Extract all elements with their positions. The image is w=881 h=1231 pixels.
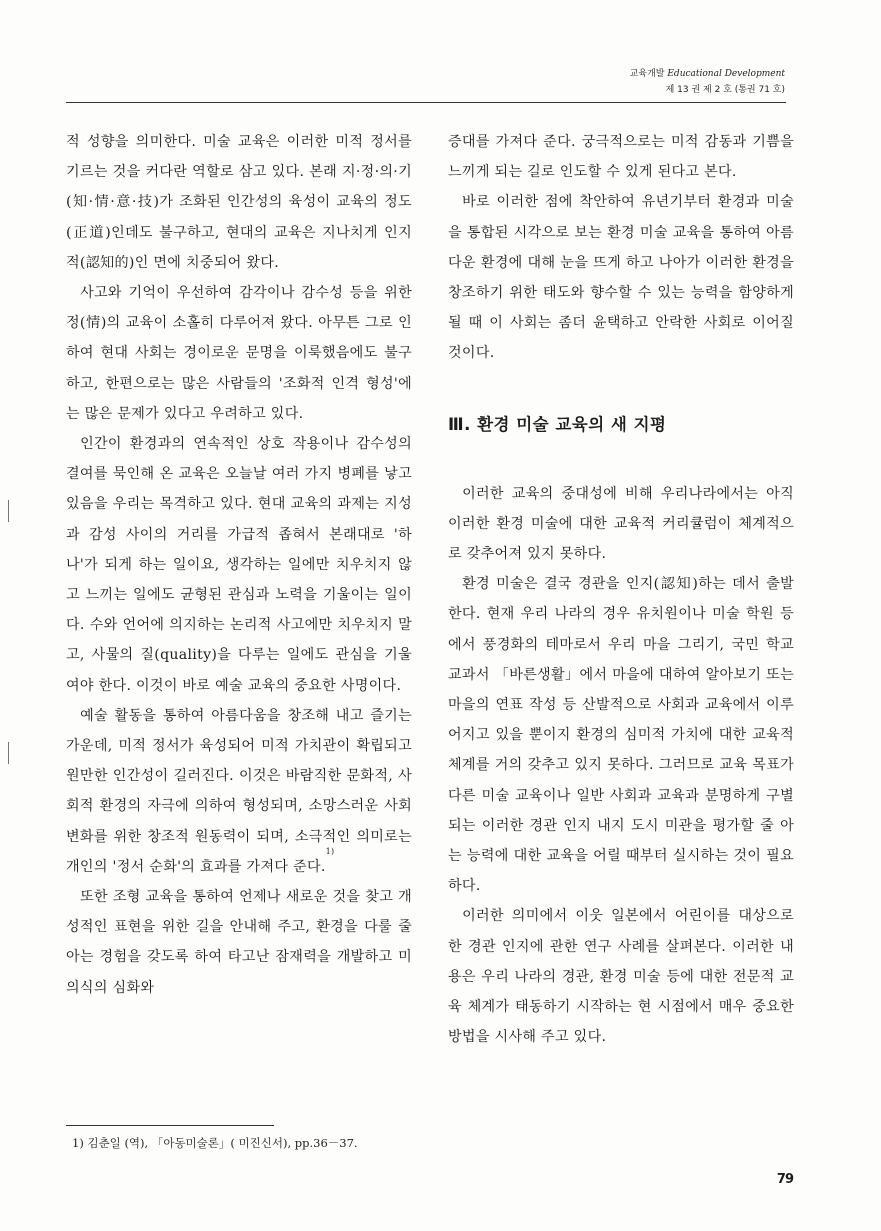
margin-mark (8, 742, 9, 764)
footnote: 1) 김춘일 (역), 「아동미술론」( 미진신서), pp.36－37. (72, 1136, 358, 1150)
margin-mark (8, 500, 9, 522)
issue-info: 제 13 권 제 2 호 (통권 71 호) (665, 85, 785, 95)
paragraph (66, 701, 412, 882)
journal-title-kr: 교육개발 (629, 69, 665, 79)
paragraph: 사고와 기억이 우선하여 감각이나 감수성 등을 위한 정(情)의 교육이 소홀히 다루어져 왔다. 아무튼 그로 인하여 현대 사회는 경이로운 문명을 이룩했음에도 불구하고, 한편으로는 많은 사람들의 '조화적 인격 형성'에는 많은 문제가 있다고 우려하고 있다. (66, 285, 412, 422)
footnote-marker: 1) (325, 846, 335, 856)
paragraph: 또한 조형 교육을 통하여 언제나 새로운 것을 찾고 개성적인 표현을 위한 길을 안내해 주고, 환경을 다룰 줄 아는 경험을 갖도록 하여 타고난 잠재력을 개발하고 미 의식의 심화와 (66, 889, 412, 996)
footnote-rule (66, 1125, 274, 1126)
header-rule (66, 102, 786, 103)
paragraph: 이러한 의미에서 이웃 일본에서 어린이를 대상으로 한 경관 인지에 관한 연구 사례를 살펴본다. 이러한 내용은 우리 나라의 경관, 환경 미술 등에 대한 전문적 교육 체계가 태동하기 시작하는 현 시점에서 매우 중요한 방법을 시사해 주고 있다. (448, 908, 794, 1046)
paragraph: 증대를 가져다 준다. 궁극적으로는 미적 감동과 기쁨을 느끼게 되는 길로 인도할 수 있게 된다고 본다. (448, 134, 794, 181)
paragraph: 바로 이러한 점에 착안하여 유년기부터 환경과 미술을 통합된 시각으로 보는 환경 미술 교육을 통하여 아름다운 환경에 대해 눈을 뜨게 하고 나아가 이러한 환경을 창조하기 위한 태도와 향수할 수 있는 능력을 함양하게 될 때 이 사회는 좀더 윤택하고 안락한 사회로 이어질 것이다. (448, 194, 794, 362)
paragraph: 환경 미술은 결국 경관을 인지(認知)하는 데서 출발한다. 현재 우리 나라의 경우 유치원이나 미술 학원 등에서 풍경화의 테마로서 우리 마을 그리기, 국민 학교 교과서 「바른생활」에서 마을에 대하여 알아보기 또는 마을의 연표 작성 등 산발적으로 사회과 교육에서 이루어지고 있을 뿐이지 환경의 심미적 가치에 대한 교육적 체계를 거의 갖추고 있지 못하다. 그러므로 교육 목표가 다른 미술 교육이나 일반 사회과 교육과 분명하게 구별되는 이러한 경관 인지 내지 도시 미관을 평가할 줄 아는 능력에 대한 교육을 어릴 때부터 실시하는 것이 필요하다. (448, 576, 794, 895)
journal-title-en: Educational Development (667, 69, 785, 79)
journal-title (485, 66, 785, 82)
paragraph-text: 예술 활동을 통하여 아름다움을 창조해 내고 즐기는 가운데, 미적 정서가 육성되어 미적 가치관이 확립되고 원만한 인간성이 길러진다. 이것은 바람직한 문화적, 사회적 환경의 자극에 의하여 형성되며, 소망스러운 사회 변화를 위한 창조적 원동력이 되며, 소극적인 의미로는 개인의 '정서 순화'의 효과를 가져다 준다. (66, 707, 412, 875)
page-number: 79 (776, 1172, 793, 1187)
left-column (66, 127, 412, 1003)
paragraph: 인간이 환경과의 연속적인 상호 작용이나 감수성의 결여를 묵인해 온 교육은 오늘날 여러 가지 병폐를 낳고 있음을 우리는 목격하고 있다. 현대 교육의 과제는 지성과 감성 사이의 거리를 가급적 좁혀서 본래대로 '하나'가 되게 하는 일이요, 생각하는 일에만 치우치지 않고 느끼는 일에도 균형된 관심과 노력을 기울이는 일이다. 수와 언어에 의지하는 논리적 사고에만 치우치지 말고, 사물의 질(quality)을 다루는 일에도 관심을 기울여야 한다. 이것이 바로 예술 교육의 중요한 사명이다. (66, 436, 412, 694)
paragraph: 적 성향을 의미한다. 미술 교육은 이러한 미적 정서를 기르는 것을 커다란 역할로 삼고 있다. 본래 지·정·의·기(知·情·意·技)가 조화된 인간성의 육성이 교육의 정도(正道)인데도 불구하고, 현대의 교육은 지나치게 인지적(認知的)인 면에 치중되어 왔다. (66, 134, 412, 271)
running-header (485, 66, 785, 98)
right-column (448, 127, 794, 1052)
paragraph: 이러한 교육의 중대성에 비해 우리나라에서는 아직 이러한 환경 미술에 대한 교육적 커리큘럼이 체계적으로 갖추어져 있지 못하다. (448, 485, 794, 563)
section-heading: Ⅲ. 환경 미술 교육의 새 지평 (448, 414, 667, 434)
